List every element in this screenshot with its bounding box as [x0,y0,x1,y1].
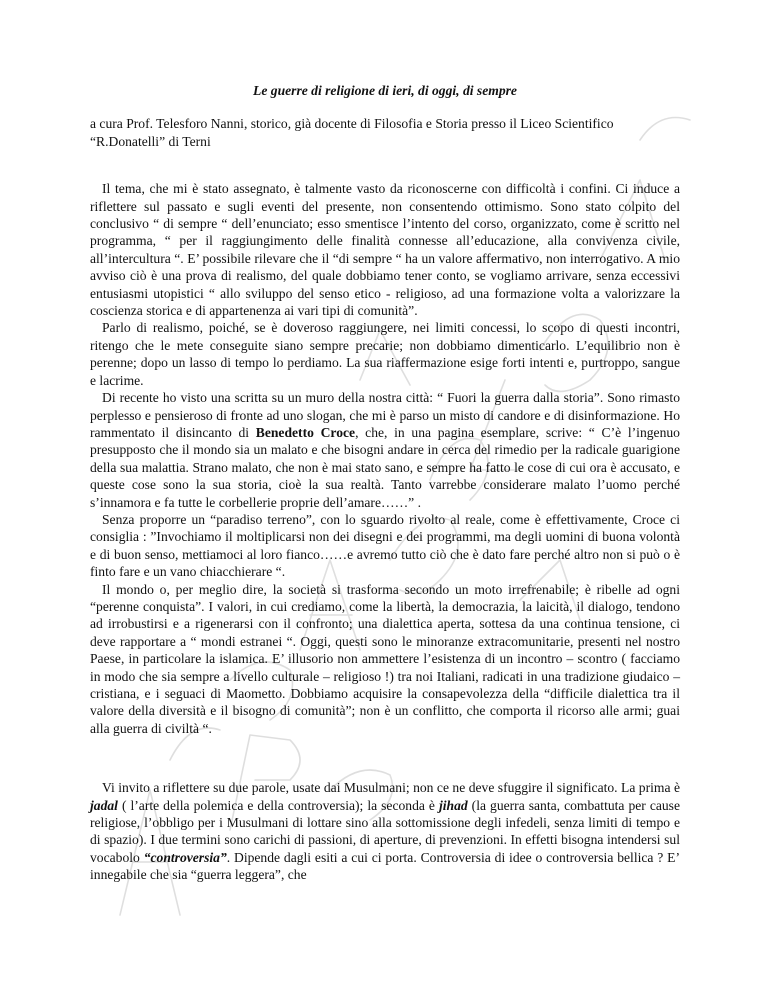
document-body [90,82,680,884]
paragraph-6 [90,779,680,883]
paragraph-2: Parlo di realismo, poiché, se è doveroso raggiungere, nei limiti concessi, lo scopo di questi incontri, ritengo che le mete conseguite siano sempre precarie; non dobbiamo dimenticarlo. L’equilibrio non è perenne; dopo un lasso di tempo lo perdiamo. La sua riaffermazione esige forti intenti e, purtroppo, sangue e lacrime. [90,320,680,388]
term-jadal: jadal [90,797,118,813]
paragraph-6-text-c: (la guerra santa, combattuta per cause religiose, l’obbligo per i Musulmani di lottare sino alla sottomissione degli infedeli, senza limiti di tempo e di spazio). I due termini sono carichi di passioni, di aperture, di prevenzioni. In effetti bisogna intendersi sul vocabolo [90,797,681,865]
paragraph-1: Il tema, che mi è stato assegnato, è talmente vasto da riconoscerne con difficoltà i confini. Ci induce a riflettere sul passato e sugli eventi del presente, non consentendo ottimismo. Sono stato colpito del conclusivo “ di sempre “ dell’enunciato; esso smentisce l’intento del corso, organizzato, come è scritto nel programma, “ per il raggiungimento delle finalità connesse all’educazione, alla convivenza civile, all’intercultura “. E’ possibile rilevare che il “di sempre “ ha un valore affermativo, non interrogativo. A mio avviso ciò è una prova di realismo, del quale dobbiamo tener conto, se vogliamo arrivare, senza eccessivi entusiasmi utopistici “ allo sviluppo del senso etico - religioso, ad una formazione volta a valorizzare la coscienza storica e di appartenenza ai vari tipi di comunità”. [90,181,680,319]
paragraph-3-text-b: , che, in una pagina esemplare, scrive: “ C’è l’ingenuo presupposto che il mondo sia un malato e che bisogni andare in cerca del rimedio per la radicale guarigione della sua malattia. Strano malato, che non è mai stato sano, e sempre ha fatto le cose di cui ora è accusato, e queste cose sono la sua storia, cioè la sua realtà. Tanto varrebbe considerare malato l’uomo perché s’innamora e fa tutte le corbellerie proprie dell’amare……” . [90,424,680,510]
paragraph-6-text-a: Vi invito a riflettere su due parole, usate dai Musulmani; non ce ne deve sfuggire il significato. La prima è [102,780,680,796]
paragraph-4: Senza proporre un “paradiso terreno”, con lo sguardo rivolto al reale, come è effettivamente, Croce ci consiglia : ”Invochiamo il moltiplicarsi non dei disegni e dei programmi, ma degli uomini di buona volontà e di buon senso, mettiamoci al loro fianco……e avremo tutto ciò che è dato fare perché altro non si può o è finto fare e un vano chiacchierare “. [90,511,680,580]
croce-name: Benedetto Croce [255,424,356,440]
paragraph-6-text-d: . Dipende dagli esiti a cui ci porta. Controversia di idee o controversia bellica ? E’ innegabile che sia “guerra leggera”, che [90,849,680,883]
paragraph-6-text-b: ( l’arte della polemica e della controversia); la seconda è [117,797,439,813]
paragraph-3 [90,389,680,511]
term-controversia: “controversia” [143,849,227,865]
document-title: Le guerre di religione di ieri, di oggi, di sempre [253,83,517,98]
author-line: a cura Prof. Telesforo Nanni, storico, già docente di Filosofia e Storia presso il Liceo Scientifico “R.Donatelli” di Terni [90,116,614,149]
term-jihad: jihad [438,797,468,813]
paragraph-5: Il mondo o, per meglio dire, la società si trasforma secondo un moto irrefrenabile; è ribelle ad ogni “perenne conquista”. I valori, in cui crediamo, come la libertà, la democrazia, la laicità, il dialogo, tendono ad irrobustirsi e a rigenerarsi con il confronto; una dialettica aperta, sottesa da una continua tensione, ci deve rapportare a “ mondi estranei “. Oggi, questi sono le minoranze extracomunitarie, presenti nel nostro Paese, in particolare la islamica. E’ illusorio non ammettere l’esistenza di un incontro – scontro ( facciamo in modo che sia sempre a livello culturale – religioso !) tra noi Italiani, radicati in una tradizione giudaico – cristiana, e i seguaci di Maometto. Dobbiamo acquisire la consapevolezza della “difficile dialettica tra il valore della diversità e il bisogno di comunità”; non è un conflitto, che comporta il ricorso alle armi; guai alla guerra di civiltà “. [90,581,680,736]
paragraph-3-text-a: Di recente ho visto una scritta su un muro della nostra città: “ Fuori la guerra dalla storia”. Sono rimasto perplesso e pensieroso di fronte ad uno slogan, che mi è parso un misto di candore e di disinformazione. Ho rammentato il disincanto di [90,390,680,440]
